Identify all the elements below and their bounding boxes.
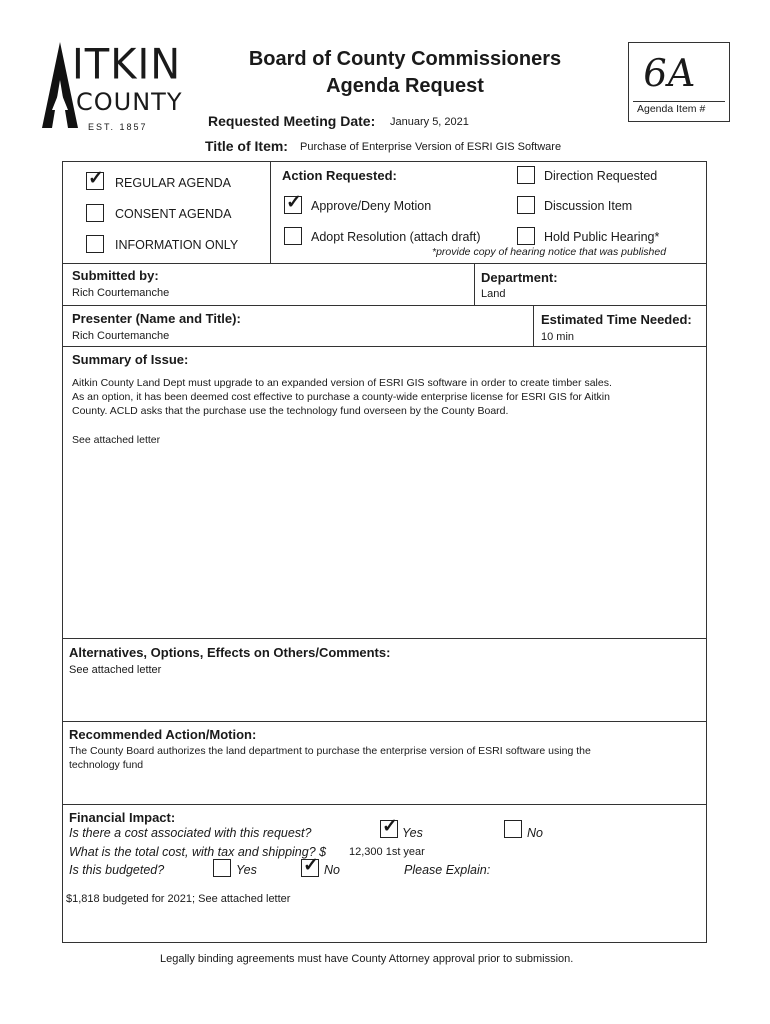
- logo-county-text: COUNTY: [76, 88, 183, 116]
- logo-established: EST. 1857: [88, 122, 148, 132]
- logo-aitkin-text: ITKIN: [72, 40, 182, 90]
- submitted-by-label: Submitted by:: [72, 268, 159, 283]
- budgeted-no-checkbox[interactable]: ✓: [303, 855, 319, 876]
- direction-requested-checkbox[interactable]: [517, 166, 535, 184]
- submitted-by-value: Rich Courtemanche: [72, 287, 170, 299]
- footer-note: Legally binding agreements must have County Attorney approval prior to submission.: [160, 953, 574, 965]
- page-title-line2: Agenda Request: [326, 75, 484, 97]
- agenda-item-handwritten: 6A: [639, 51, 698, 95]
- budgeted-yes-label: Yes: [236, 863, 257, 877]
- direction-requested-label: Direction Requested: [544, 169, 658, 183]
- hold-public-hearing-checkbox[interactable]: [517, 227, 535, 245]
- regular-agenda-checkbox[interactable]: ✓: [88, 168, 104, 189]
- cost-no-label: No: [527, 826, 543, 840]
- estimated-time-label: Estimated Time Needed:: [541, 312, 692, 327]
- action-requested-heading: Action Requested:: [282, 168, 397, 183]
- summary-line-1: Aitkin County Land Dept must upgrade to an expanded version of ESRI GIS software in order to create timber sales.: [72, 377, 612, 389]
- summary-label: Summary of Issue:: [72, 352, 189, 367]
- recommended-action-label: Recommended Action/Motion:: [69, 727, 257, 742]
- cost-question: Is there a cost associated with this request?: [69, 826, 312, 840]
- title-of-item-value: Purchase of Enterprise Version of ESRI GIS Software: [300, 141, 562, 153]
- discussion-item-checkbox[interactable]: [517, 196, 535, 214]
- cost-no-checkbox[interactable]: [504, 820, 522, 838]
- summary-note: See attached letter: [72, 434, 161, 446]
- presenter-label: Presenter (Name and Title):: [72, 311, 241, 326]
- title-of-item-label: Title of Item:: [205, 138, 288, 154]
- budgeted-question: Is this budgeted?: [69, 863, 165, 877]
- summary-line-3: County. ACLD asks that the purchase use the technology fund overseen by the County Board.: [72, 405, 509, 417]
- total-cost-value: 12,300 1st year: [349, 846, 425, 858]
- department-value: Land: [481, 288, 506, 300]
- cost-yes-label: Yes: [402, 826, 423, 840]
- information-only-checkbox[interactable]: [86, 235, 104, 253]
- hold-public-hearing-label: Hold Public Hearing*: [544, 230, 660, 244]
- regular-agenda-label: REGULAR AGENDA: [115, 176, 232, 190]
- meeting-date-label: Requested Meeting Date:: [208, 113, 376, 129]
- department-label: Department:: [481, 270, 558, 285]
- information-only-label: INFORMATION ONLY: [115, 238, 239, 252]
- estimated-time-value: 10 min: [541, 331, 575, 343]
- summary-line-2: As an option, it has been deemed cost effective to purchase a county-wide enterprise license for ESRI GIS for Aitkin: [72, 391, 610, 403]
- budgeted-yes-checkbox[interactable]: [213, 859, 231, 877]
- recommended-action-line-1: The County Board authorizes the land department to purchase the enterprise version of ESRI software using the: [69, 745, 591, 757]
- consent-agenda-checkbox[interactable]: [86, 204, 104, 222]
- adopt-resolution-label: Adopt Resolution (attach draft): [311, 230, 481, 244]
- recommended-action-line-2: technology fund: [69, 759, 144, 771]
- approve-deny-label: Approve/Deny Motion: [311, 199, 432, 213]
- adopt-resolution-checkbox[interactable]: [284, 227, 302, 245]
- consent-agenda-label: CONSENT AGENDA: [115, 207, 232, 221]
- meeting-date-value: January 5, 2021: [390, 116, 469, 128]
- alternatives-value: See attached letter: [69, 664, 162, 676]
- approve-deny-checkbox[interactable]: ✓: [286, 192, 302, 213]
- financial-impact-label: Financial Impact:: [69, 810, 176, 825]
- cost-yes-checkbox[interactable]: ✓: [382, 816, 398, 837]
- page-title-line1: Board of County Commissioners: [248, 48, 562, 70]
- financial-explanation: $1,818 budgeted for 2021; See attached letter: [66, 893, 291, 905]
- hearing-note: *provide copy of hearing notice that was published: [432, 246, 667, 258]
- presenter-value: Rich Courtemanche: [72, 330, 170, 342]
- discussion-item-label: Discussion Item: [544, 199, 633, 213]
- budgeted-no-label: No: [324, 863, 340, 877]
- agenda-item-label: Agenda Item #: [637, 103, 706, 115]
- please-explain-label: Please Explain:: [404, 863, 491, 877]
- total-cost-question: What is the total cost, with tax and shipping? $: [69, 845, 327, 859]
- county-logo: [38, 38, 198, 138]
- alternatives-label: Alternatives, Options, Effects on Others/Comments:: [69, 645, 391, 660]
- agenda-item-box: [628, 42, 730, 122]
